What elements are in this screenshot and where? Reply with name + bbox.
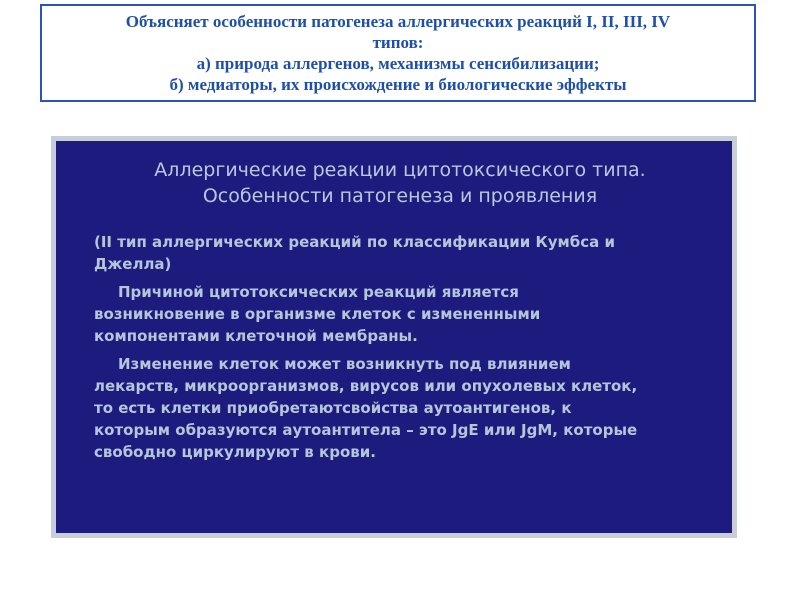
para2-line-3: компонентами клеточной мембраны. — [94, 327, 418, 345]
slide-frame — [51, 136, 737, 538]
para1-line-1: (II тип аллергических реакций по классификации Кумбса и — [94, 233, 615, 251]
header-line-2: типов: — [372, 33, 424, 52]
cause-paragraph — [94, 281, 706, 347]
para3-line-3: то есть клетки приобретаютсвойства аутоантигенов, к — [94, 399, 572, 417]
para1-line-2: Джелла) — [94, 255, 172, 273]
header-line-3: а) природа аллергенов, механизмы сенсибилизации; — [196, 54, 600, 73]
header-line-4: б) медиаторы, их происхождение и биологические эффекты — [169, 75, 627, 94]
objective-header — [40, 4, 756, 102]
para3-line-1: Изменение клеток может возникнуть под влиянием — [118, 355, 571, 373]
slide-title-line-2: Особенности патогенеза и проявления — [202, 185, 598, 207]
header-line-1: Объясняет особенности патогенеза аллергических реакций I, II, III, IV — [125, 12, 671, 31]
para3-line-4: которым образуются аутоантитела – это JgE или JgM, которые — [94, 421, 638, 439]
slide-title — [94, 157, 706, 209]
para2-line-2: возникновение в организме клеток с измененными — [94, 305, 541, 323]
slide-content — [56, 141, 732, 533]
mechanism-paragraph — [94, 353, 706, 463]
para2-line-1: Причиной цитотоксических реакций является — [118, 283, 519, 301]
slide-title-line-1: Аллергические реакции цитотоксического типа. — [154, 159, 646, 181]
para3-line-5: свободно циркулируют в крови. — [94, 443, 376, 461]
para3-line-2: лекарств, микроорганизмов, вирусов или опухолевых клеток, — [94, 377, 638, 395]
classification-paragraph — [94, 231, 706, 275]
